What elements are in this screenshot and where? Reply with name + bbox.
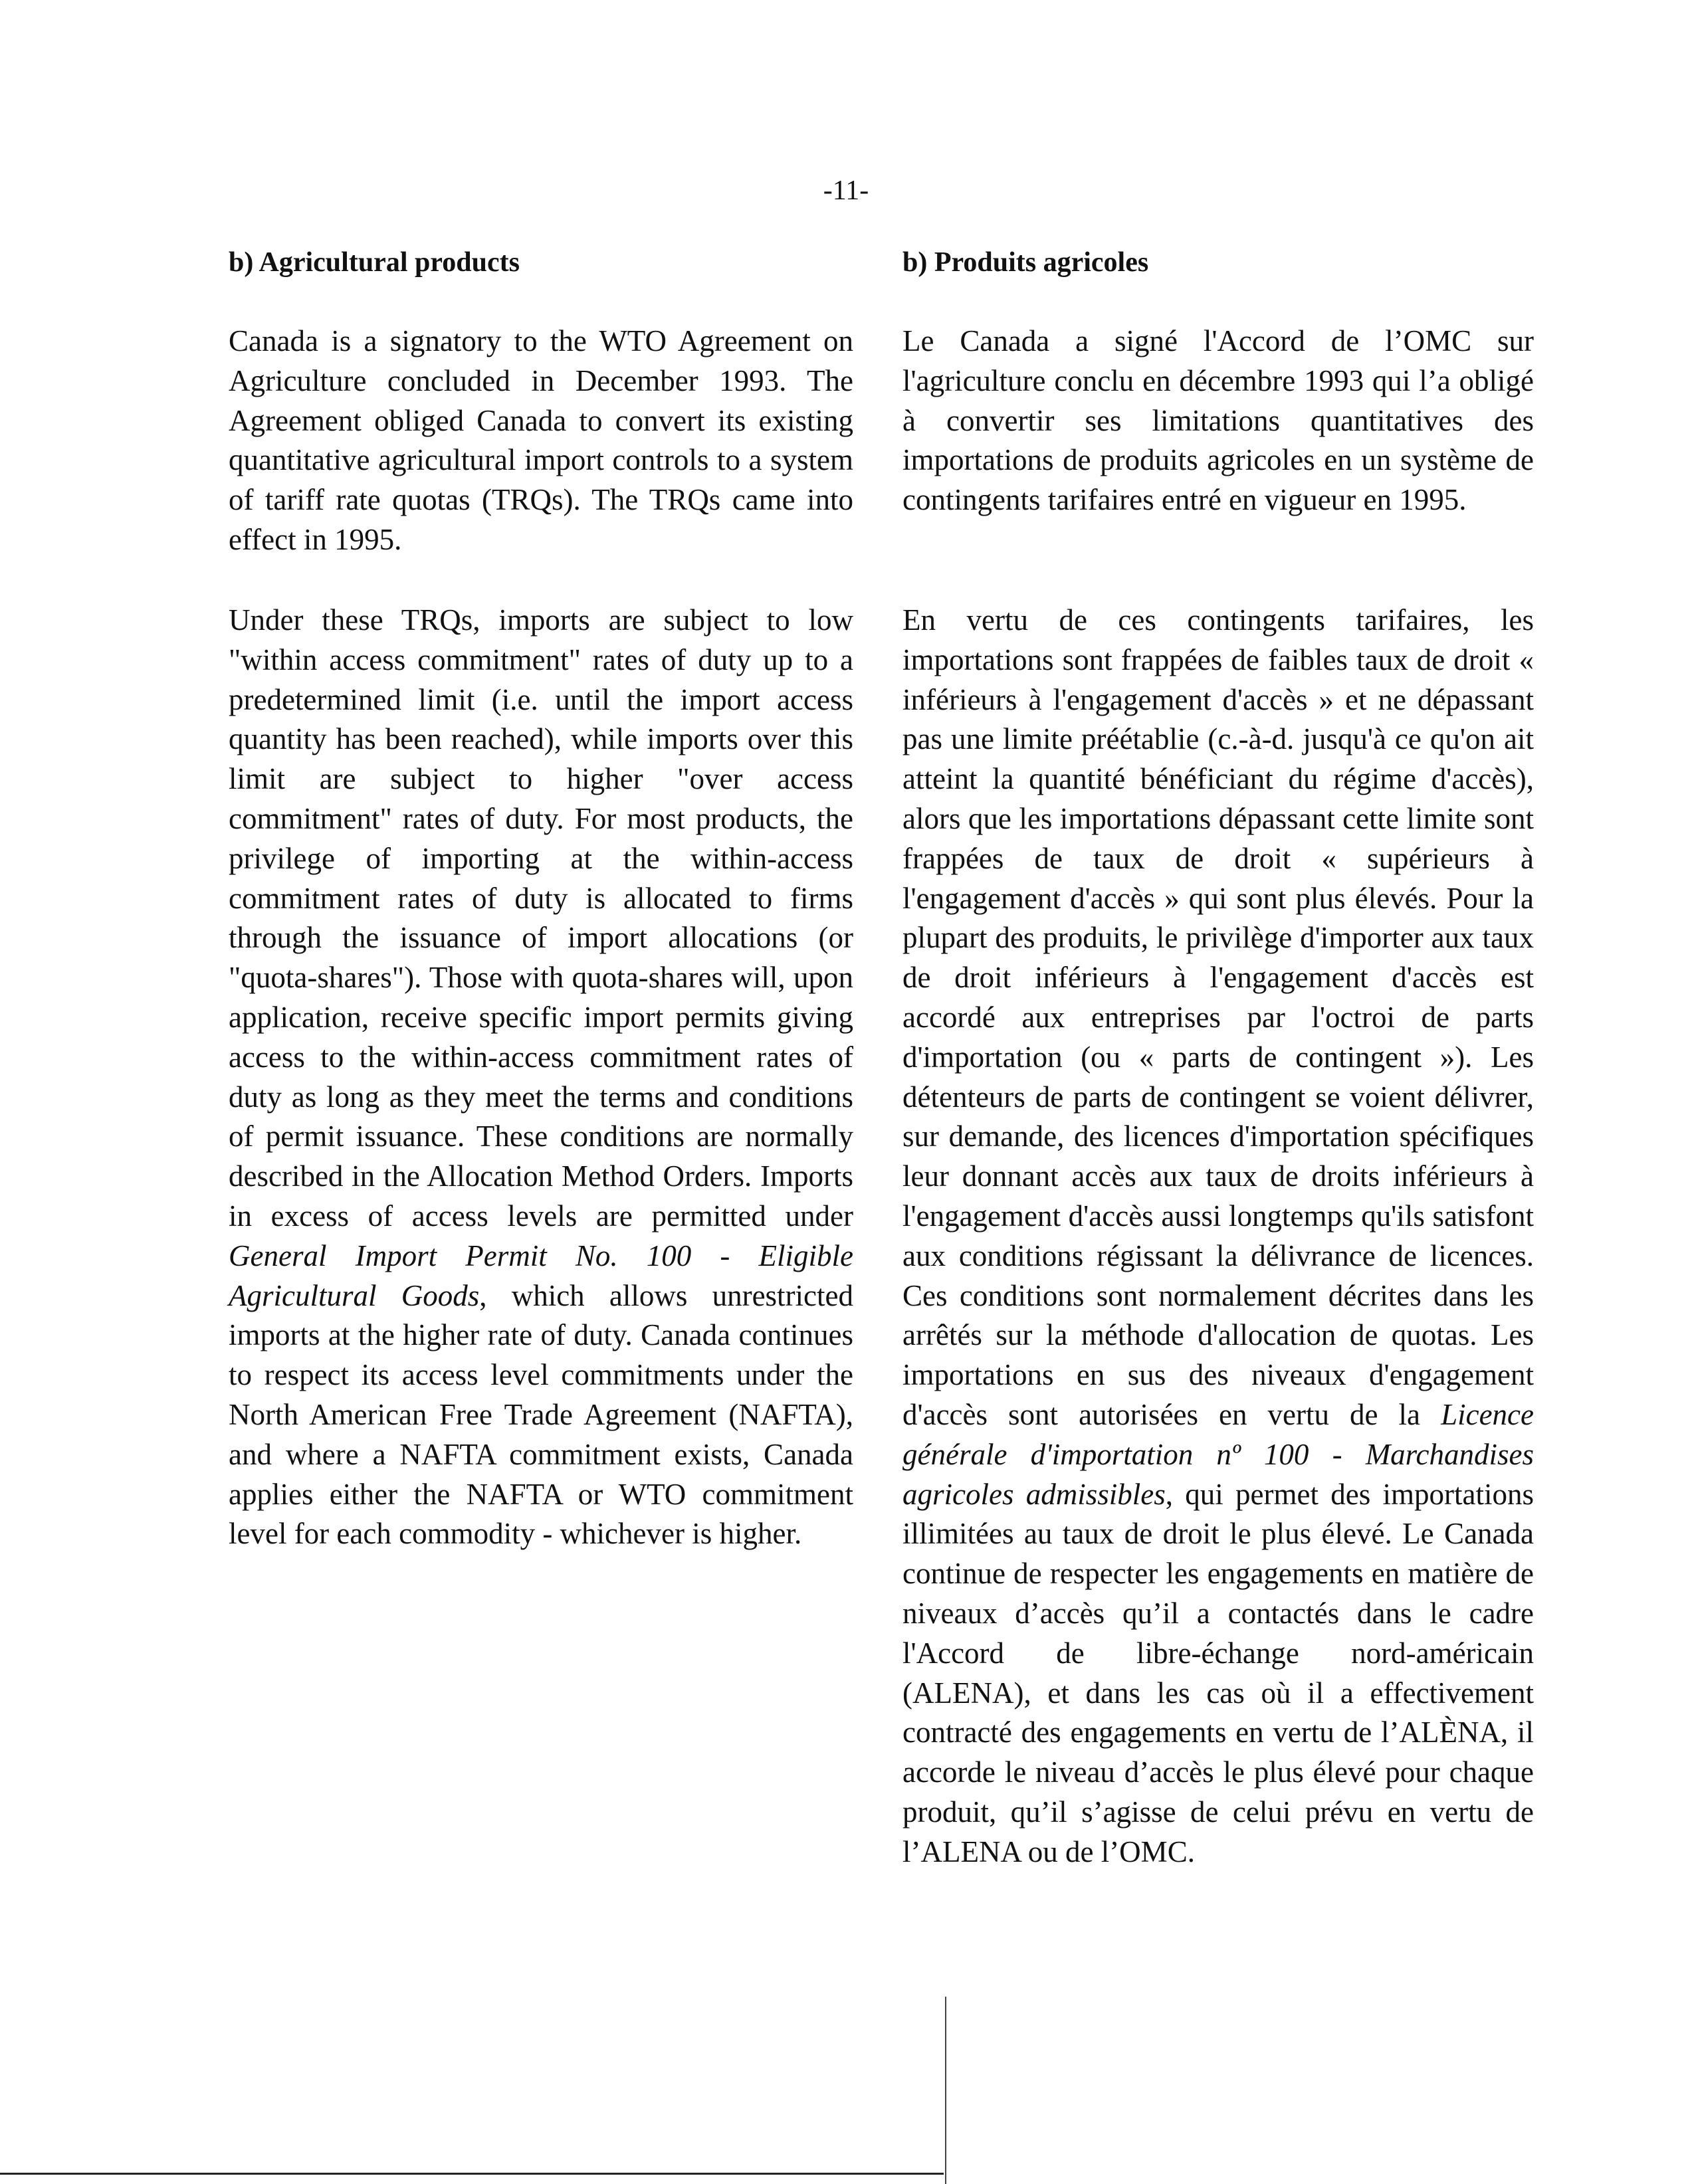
margin-mark-line: [945, 1997, 946, 2184]
english-paragraph-1: Canada is a signatory to the WTO Agreement on Agriculture concluded in December 1993. The Agreement obliged Canada to convert its existing quantitative agricultural import controls to a system of tariff rate quotas (TRQs). The TRQs came into effect in 1995.: [229, 324, 853, 556]
english-paragraph-2-end: , which allows unrestricted imports at the higher rate of duty. Canada continues to respect its access level commitments under the North American Free Trade Agreement (NAFTA), and where a NAFTA commitment exists, Canada applies either the NAFTA or WTO commitment level for each commodity - whichever is higher.: [229, 1278, 853, 1551]
page-number: -11-: [823, 175, 869, 206]
english-paragraph-2: [229, 601, 853, 1554]
french-paragraph-2-end: , qui permet des importations illimitées au taux de droit le plus élevé. Le Canada continue de respecter les engagements en matière de niveaux d’accès qu’il a contactés dans le cadre l'Accord de libre-échange nord-américain (ALENA), et dans les cas où il a effectivement contracté des engagements en vertu de l’ALÈNA, il accorde le niveau d’accès le plus élevé pour chaque produit, qu’il s’agisse de celui prévu en vertu de l’ALENA ou de l’OMC.: [902, 1477, 1534, 1868]
french-paragraph-2: [902, 601, 1534, 1872]
english-heading: b) Agricultural products: [229, 247, 520, 278]
english-permit-title: General Import Permit No. 100 - Eligible Agricultural Goods: [229, 1239, 853, 1312]
french-permit-title: Licence générale d'importation nº 100 - Marchandises agricoles admissibles: [902, 1397, 1534, 1511]
french-paragraph-2-start: En vertu de ces contingents tarifaires, les importations sont frappées de faibles taux de droit « inférieurs à l'engagement d'accès » et ne dépassant pas une limite préétablie (c.-à-d. jusqu'à ce qu'on ait atteint la quantité bénéficiant du régime d'accès), alors que les importations dépassant cette limite sont frappées de taux de droit « supérieurs à l'engagement d'accès » qui sont plus élevés. Pour la plupart des produits, le privilège d'importer aux taux de droit inférieurs à l'engagement d'accès est accordé aux entreprises par l'octroi de parts d'importation (ou « parts de contingent »). Les détenteurs de parts de contingent se voient délivrer, sur demande, des licences d'importation spécifiques leur donnant accès aux taux de droits inférieurs à l'engagement d'accès aussi longtemps qu'ils satisfont aux conditions régissant la délivrance de licences. Ces conditions sont normalement décrites dans les arrêtés sur la méthode d'allocation de quotas. Les importations en sus des niveaux d'engagement d'accès sont autorisées en vertu de la: [902, 603, 1534, 1431]
english-paragraph-2-start: Under these TRQs, imports are subject to low "within access commitment" rates of duty up to a predetermined limit (i.e. until the import access quantity has been reached), while imports over this limit are subject to higher "over access commitment" rates of duty. For most products, the privilege of importing at the within-access commitment rates of duty is allocated to firms through the issuance of import allocations (or "quota-shares"). Those with quota-shares will, upon application, receive specific import permits giving access to the within-access commitment rates of duty as long as they meet the terms and conditions of permit issuance. These conditions are normally described in the Allocation Method Orders. Imports in excess of access levels are permitted under: [229, 603, 853, 1233]
bottom-rule: [0, 2173, 944, 2175]
french-heading: b) Produits agricoles: [902, 247, 1149, 278]
french-paragraph-1: Le Canada a signé l'Accord de l’OMC sur l'agriculture conclu en décembre 1993 qui l’a obligé à convertir ses limitations quantitatives des importations de produits agricoles en un système de contingents tarifaires entré en vigueur en 1995.: [902, 324, 1534, 517]
